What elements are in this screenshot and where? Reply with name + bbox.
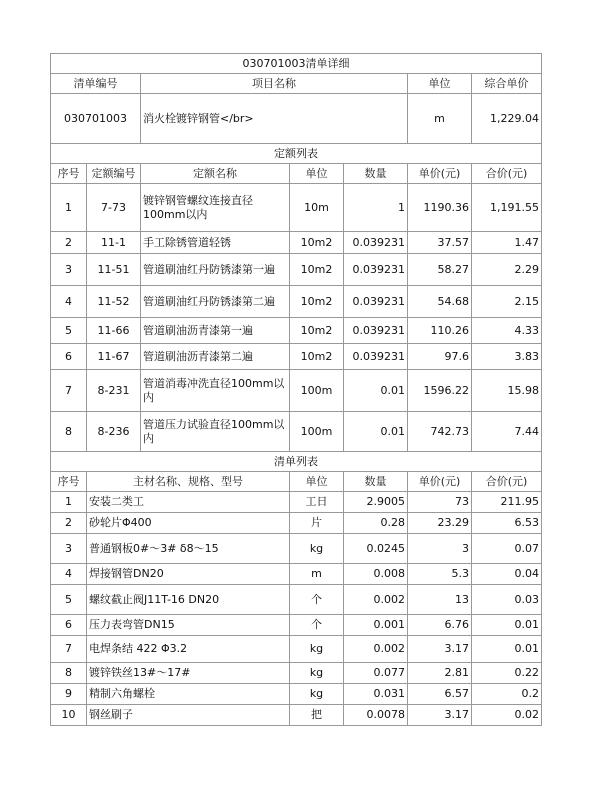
material-row xyxy=(51,513,542,534)
quota-row xyxy=(51,318,542,344)
quota-row xyxy=(51,232,542,254)
quota-unit: 10m2 xyxy=(290,254,344,286)
quota-total: 2.29 xyxy=(472,254,542,286)
quota-code: 8-231 xyxy=(87,370,141,412)
quota-unit: 100m xyxy=(290,412,344,452)
material-name: 精制六角螺栓 xyxy=(87,684,290,705)
material-no: 9 xyxy=(51,684,87,705)
quota-no: 7 xyxy=(51,370,87,412)
quota-row xyxy=(51,344,542,370)
material-no: 5 xyxy=(51,585,87,615)
material-name: 普通钢板0#～3# δ8～15 xyxy=(87,534,290,564)
quota-price: 110.26 xyxy=(408,318,472,344)
material-row xyxy=(51,534,542,564)
page-title: 030701003清单详细 xyxy=(51,54,542,74)
material-unit: 个 xyxy=(290,585,344,615)
material-qty: 0.002 xyxy=(344,636,408,663)
quota-total: 2.15 xyxy=(472,286,542,318)
material-name: 砂轮片Φ400 xyxy=(87,513,290,534)
quota-name: 管道刷油沥青漆第二遍 xyxy=(141,344,290,370)
list-name: 消火栓镀锌钢管</br> xyxy=(141,94,408,144)
material-unit: kg xyxy=(290,684,344,705)
material-unit: 个 xyxy=(290,615,344,636)
quota-code: 11-66 xyxy=(87,318,141,344)
material-name: 镀锌铁丝13#～17# xyxy=(87,663,290,684)
material-qty: 0.28 xyxy=(344,513,408,534)
quota-unit: 10m2 xyxy=(290,344,344,370)
material-qty: 0.031 xyxy=(344,684,408,705)
material-no: 7 xyxy=(51,636,87,663)
material-price: 5.3 xyxy=(408,564,472,585)
material-price: 6.76 xyxy=(408,615,472,636)
material-total: 0.04 xyxy=(472,564,542,585)
material-row xyxy=(51,615,542,636)
quota-no: 3 xyxy=(51,254,87,286)
quota-qty: 1 xyxy=(344,184,408,232)
quota-code: 8-236 xyxy=(87,412,141,452)
quota-col-code: 定额编号 xyxy=(87,164,141,184)
material-col-name: 主材名称、规格、型号 xyxy=(87,472,290,492)
quota-col-total: 合价(元) xyxy=(472,164,542,184)
material-no: 4 xyxy=(51,564,87,585)
quota-row xyxy=(51,370,542,412)
list-price: 1,229.04 xyxy=(472,94,542,144)
material-qty: 0.077 xyxy=(344,663,408,684)
material-price: 3.17 xyxy=(408,636,472,663)
material-price: 23.29 xyxy=(408,513,472,534)
quota-name: 管道刷油沥青漆第一遍 xyxy=(141,318,290,344)
list-code: 030701003 xyxy=(51,94,141,144)
material-row xyxy=(51,684,542,705)
material-no: 6 xyxy=(51,615,87,636)
quota-name: 管道压力试验直径100mm以内 xyxy=(141,412,290,452)
quota-price: 58.27 xyxy=(408,254,472,286)
quota-no: 4 xyxy=(51,286,87,318)
material-qty: 0.0078 xyxy=(344,705,408,726)
quota-no: 1 xyxy=(51,184,87,232)
material-col-total: 合价(元) xyxy=(472,472,542,492)
quota-total: 15.98 xyxy=(472,370,542,412)
list-name-header: 项目名称 xyxy=(141,74,408,94)
material-no: 10 xyxy=(51,705,87,726)
material-unit: 工日 xyxy=(290,492,344,513)
quota-col-price: 单价(元) xyxy=(408,164,472,184)
material-col-price: 单价(元) xyxy=(408,472,472,492)
quota-total: 3.83 xyxy=(472,344,542,370)
quota-col-unit: 单位 xyxy=(290,164,344,184)
quota-name: 管道消毒冲洗直径100mm以内 xyxy=(141,370,290,412)
material-no: 1 xyxy=(51,492,87,513)
material-row xyxy=(51,705,542,726)
material-total: 211.95 xyxy=(472,492,542,513)
quota-qty: 0.01 xyxy=(344,370,408,412)
quota-name: 管道刷油红丹防锈漆第一遍 xyxy=(141,254,290,286)
material-price: 3 xyxy=(408,534,472,564)
material-row xyxy=(51,663,542,684)
quota-total: 1,191.55 xyxy=(472,184,542,232)
material-unit: m xyxy=(290,564,344,585)
material-unit: kg xyxy=(290,663,344,684)
material-total: 0.22 xyxy=(472,663,542,684)
quota-qty: 0.039231 xyxy=(344,344,408,370)
material-col-unit: 单位 xyxy=(290,472,344,492)
quota-code: 11-51 xyxy=(87,254,141,286)
quota-price: 97.6 xyxy=(408,344,472,370)
list-price-header: 综合单价 xyxy=(472,74,542,94)
quota-name: 管道刷油红丹防锈漆第二遍 xyxy=(141,286,290,318)
quota-no: 6 xyxy=(51,344,87,370)
material-name: 螺纹截止阀J11T-16 DN20 xyxy=(87,585,290,615)
material-name: 安装二类工 xyxy=(87,492,290,513)
material-total: 0.02 xyxy=(472,705,542,726)
quota-total: 1.47 xyxy=(472,232,542,254)
material-total: 0.03 xyxy=(472,585,542,615)
quota-price: 742.73 xyxy=(408,412,472,452)
material-qty: 0.002 xyxy=(344,585,408,615)
material-qty: 0.0245 xyxy=(344,534,408,564)
quota-name: 镀锌钢管螺纹连接直径100mm以内 xyxy=(141,184,290,232)
quota-unit: 10m2 xyxy=(290,318,344,344)
list-unit: m xyxy=(408,94,472,144)
material-total: 0.2 xyxy=(472,684,542,705)
quota-price: 37.57 xyxy=(408,232,472,254)
quota-qty: 0.039231 xyxy=(344,232,408,254)
detail-table xyxy=(50,53,542,726)
material-qty: 0.001 xyxy=(344,615,408,636)
material-row xyxy=(51,585,542,615)
material-name: 钢丝刷子 xyxy=(87,705,290,726)
quota-price: 54.68 xyxy=(408,286,472,318)
material-unit: 片 xyxy=(290,513,344,534)
quota-row xyxy=(51,254,542,286)
quota-col-name: 定额名称 xyxy=(141,164,290,184)
material-unit: 把 xyxy=(290,705,344,726)
quota-section-title: 定额列表 xyxy=(51,144,542,164)
list-code-header: 清单编号 xyxy=(51,74,141,94)
material-price: 6.57 xyxy=(408,684,472,705)
material-name: 电焊条结 422 Φ3.2 xyxy=(87,636,290,663)
material-total: 0.01 xyxy=(472,636,542,663)
material-total: 6.53 xyxy=(472,513,542,534)
material-price: 73 xyxy=(408,492,472,513)
quota-no: 8 xyxy=(51,412,87,452)
material-price: 2.81 xyxy=(408,663,472,684)
material-name: 压力表弯管DN15 xyxy=(87,615,290,636)
quota-col-qty: 数量 xyxy=(344,164,408,184)
material-row xyxy=(51,492,542,513)
material-total: 0.01 xyxy=(472,615,542,636)
material-name: 焊接钢管DN20 xyxy=(87,564,290,585)
quota-qty: 0.01 xyxy=(344,412,408,452)
quota-code: 11-1 xyxy=(87,232,141,254)
quota-unit: 10m xyxy=(290,184,344,232)
quota-total: 7.44 xyxy=(472,412,542,452)
quota-no: 5 xyxy=(51,318,87,344)
material-unit: kg xyxy=(290,636,344,663)
quota-price: 1596.22 xyxy=(408,370,472,412)
quota-qty: 0.039231 xyxy=(344,286,408,318)
material-price: 13 xyxy=(408,585,472,615)
material-price: 3.17 xyxy=(408,705,472,726)
quota-qty: 0.039231 xyxy=(344,318,408,344)
material-no: 2 xyxy=(51,513,87,534)
quota-row xyxy=(51,286,542,318)
quota-unit: 100m xyxy=(290,370,344,412)
material-no: 3 xyxy=(51,534,87,564)
material-row xyxy=(51,636,542,663)
quota-no: 2 xyxy=(51,232,87,254)
material-total: 0.07 xyxy=(472,534,542,564)
list-unit-header: 单位 xyxy=(408,74,472,94)
quota-unit: 10m2 xyxy=(290,232,344,254)
quota-unit: 10m2 xyxy=(290,286,344,318)
quota-code: 7-73 xyxy=(87,184,141,232)
quota-code: 11-52 xyxy=(87,286,141,318)
quota-row xyxy=(51,412,542,452)
quota-code: 11-67 xyxy=(87,344,141,370)
material-col-no: 序号 xyxy=(51,472,87,492)
material-unit: kg xyxy=(290,534,344,564)
material-qty: 2.9005 xyxy=(344,492,408,513)
quota-price: 1190.36 xyxy=(408,184,472,232)
material-section-title: 清单列表 xyxy=(51,452,542,472)
material-no: 8 xyxy=(51,663,87,684)
quota-qty: 0.039231 xyxy=(344,254,408,286)
material-qty: 0.008 xyxy=(344,564,408,585)
quota-total: 4.33 xyxy=(472,318,542,344)
quota-name: 手工除锈管道轻锈 xyxy=(141,232,290,254)
material-col-qty: 数量 xyxy=(344,472,408,492)
quota-col-no: 序号 xyxy=(51,164,87,184)
material-row xyxy=(51,564,542,585)
quota-row xyxy=(51,184,542,232)
